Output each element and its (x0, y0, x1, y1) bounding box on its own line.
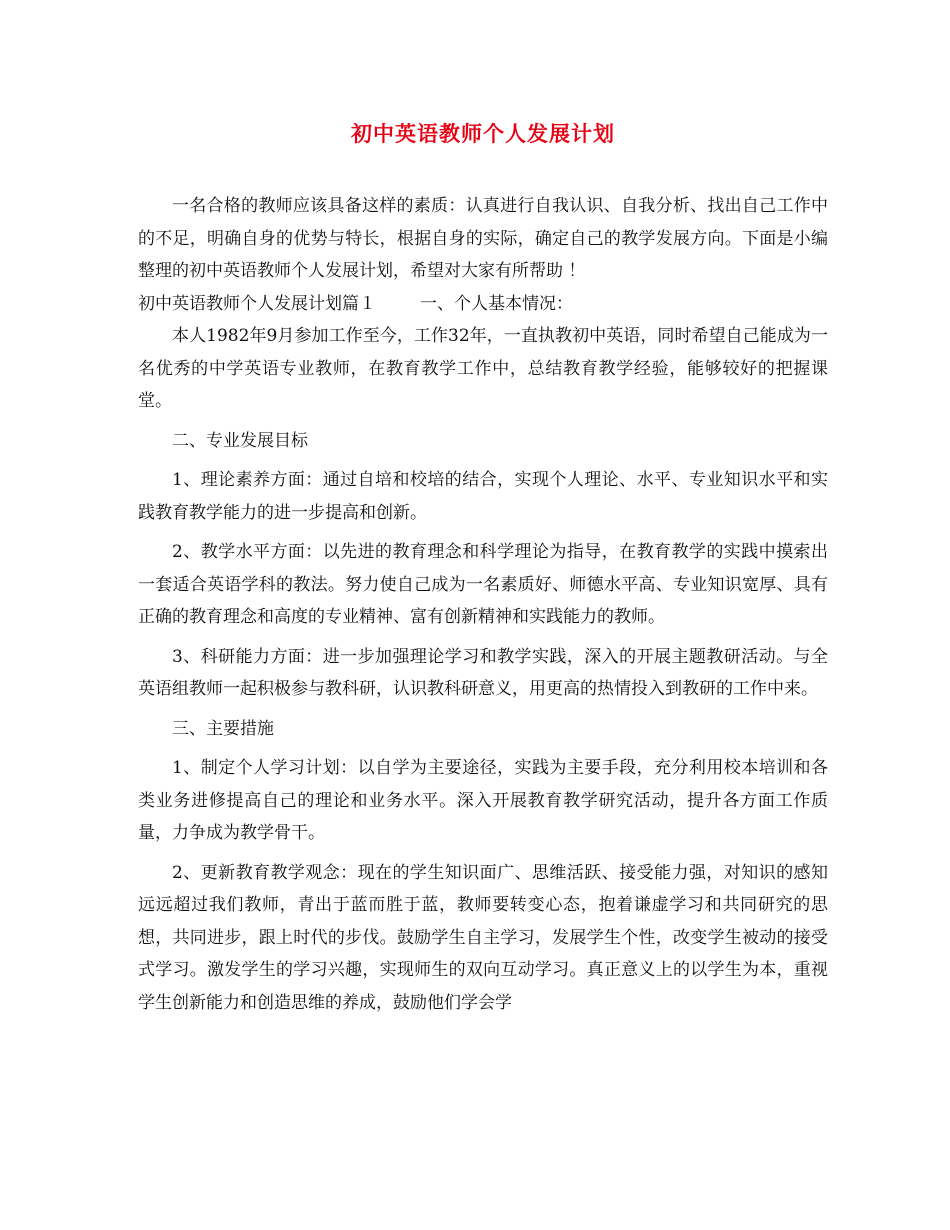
article-label: 初中英语教师个人发展计划篇１ (138, 293, 376, 314)
document-title: 初中英语教师个人发展计划 (351, 121, 615, 146)
goal1-paragraph: 1、理论素养方面：通过自培和校培的结合，实现个人理论、水平、专业知识水平和实践教育教学能力的进一步提高和创新。 (138, 470, 828, 523)
section1-heading: 一、个人基本情况： (420, 293, 573, 314)
section2-heading: 二、专业发展目标 (172, 430, 308, 451)
measure1-paragraph: 1、制定个人学习计划：以自学为主要途径，实践为主要手段，充分利用校本培训和各类业务进修提高自己的理论和业务水平。深入开展教育教学研究活动，提升各方面工作质量，力争成为教学骨干。 (138, 758, 828, 843)
article-label-line (138, 288, 828, 321)
goal3-paragraph: 3、科研能力方面：进一步加强理论学习和教学实践，深入的开展主题教研活动。与全英语组教师一起积极参与教科研，认识教科研意义，用更高的热情投入到教研的工作中来。 (138, 646, 828, 699)
document-body (138, 190, 828, 1019)
measure2-paragraph: 2、更新教育教学观念：现在的学生知识面广、思维活跃、接受能力强，对知识的感知远远超过我们教师，青出于蓝而胜于蓝，教师要转变心态，抱着谦虚学习和共同研究的思想，共同进步，跟上时代的步伐。鼓励学生自主学习，发展学生个性，改变学生被动的接受式学习。激发学生的学习兴趣，实现师生的双向互动学习。真正意义上的以学生为本，重视学生创新能力和创造思维的养成，鼓励他们学会学 (138, 862, 828, 1013)
goal2-paragraph: 2、教学水平方面：以先进的教育理念和科学理论为指导，在教育教学的实践中摸索出一套适合英语学科的教法。努力使自己成为一名素质好、师德水平高、专业知识宽厚、具有正确的教育理念和高度的专业精神、富有创新精神和实践能力的教师。 (138, 542, 828, 627)
section1-paragraph: 本人1982年9月参加工作至今，工作32年，一直执教初中英语，同时希望自己能成为一名优秀的中学英语专业教师，在教育教学工作中，总结教育教学经验，能够较好的把握课堂。 (138, 326, 828, 411)
intro-paragraph: 一名合格的教师应该具备这样的素质：认真进行自我认识、自我分析、找出自己工作中的不足，明确自身的优势与特长，根据自身的实际，确定自己的教学发展方向。下面是小编整理的初中英语教师个人发展计划，希望对大家有所帮助 ！ (138, 196, 828, 281)
section3-heading: 三、主要措施 (172, 718, 274, 739)
